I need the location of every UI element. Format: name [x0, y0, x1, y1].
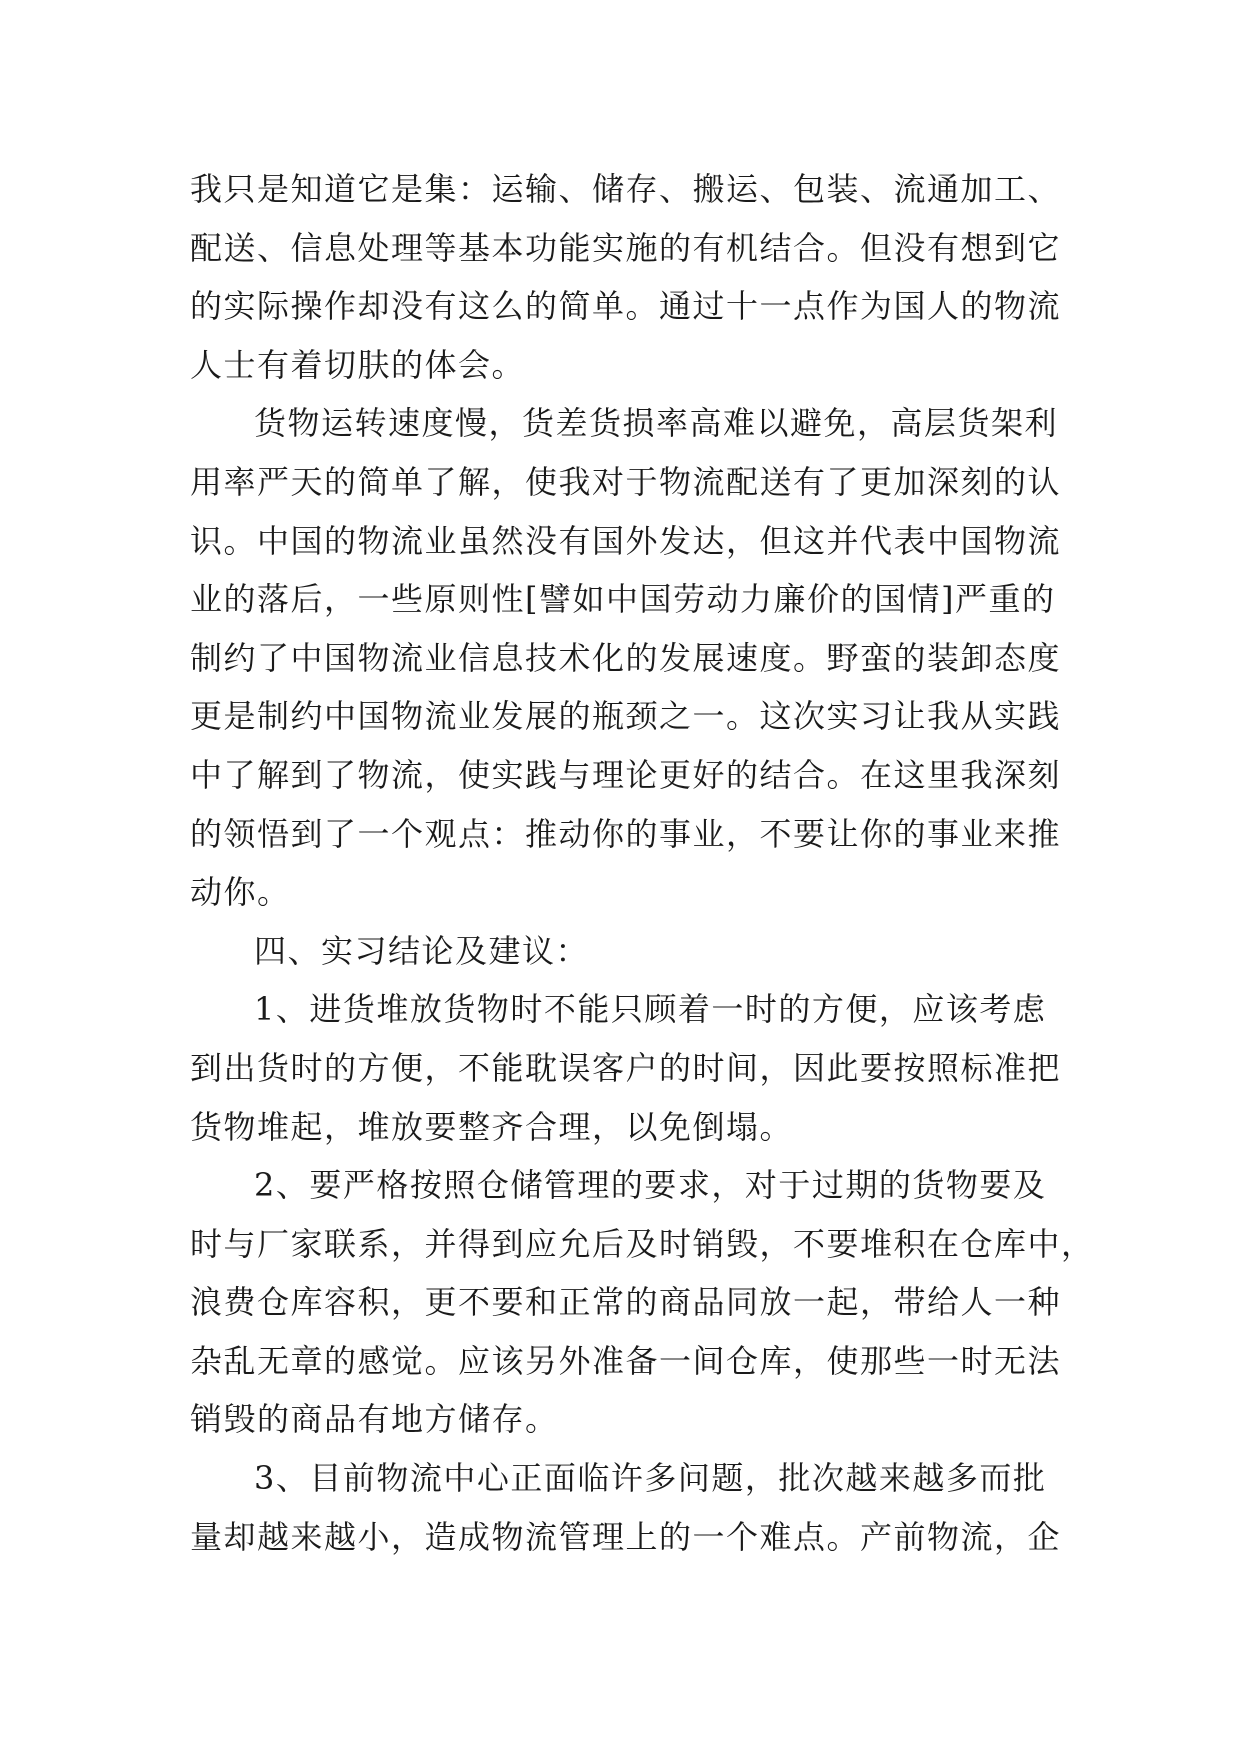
- text-line: 杂乱无章的感觉。应该另外准备一间仓库，使那些一时无法: [190, 1341, 1062, 1380]
- text-line: 货物运转速度慢，货差货损率高难以避免，高层货架利: [254, 404, 1059, 443]
- text-line: 人士有着切肤的体会。: [190, 345, 526, 384]
- text-line: 用率严天的简单了解，使我对于物流配送有了更加深刻的认: [190, 462, 1062, 501]
- text-line: 到出货时的方便，不能耽误客户的时间，因此要按照标准把: [190, 1048, 1062, 1087]
- text-line: 的领悟到了一个观点：推动你的事业，不要让你的事业来推: [190, 814, 1062, 853]
- text-line: 识。中国的物流业虽然没有国外发达，但这并代表中国物流: [190, 521, 1062, 560]
- text-line: 更是制约中国物流业发展的瓶颈之一。这次实习让我从实践: [190, 697, 1062, 736]
- text-line: 的实际操作却没有这么的简单。通过十一点作为国人的物流: [190, 287, 1062, 326]
- text-line: 我只是知道它是集：运输、储存、搬运、包装、流通加工、: [190, 170, 1062, 208]
- text-line: 制约了中国物流业信息技术化的发展速度。野蛮的装卸态度: [190, 638, 1062, 677]
- text-line: 浪费仓库容积，更不要和正常的商品同放一起，带给人一种: [190, 1283, 1062, 1322]
- text-line: 时与厂家联系，并得到应允后及时销毁，不要堆积在仓库中，: [190, 1224, 1095, 1263]
- text-line: 动你。: [190, 873, 291, 912]
- text-line: 2、要严格按照仓储管理的要求，对于过期的货物要及: [254, 1166, 1047, 1205]
- text-line: 配送、信息处理等基本功能实施的有机结合。但没有想到它: [190, 228, 1062, 267]
- text-line: 销毁的商品有地方储存。: [190, 1400, 559, 1439]
- text-line: 3、目前物流中心正面临许多问题，批次越来越多而批: [254, 1459, 1047, 1498]
- document-body: [190, 160, 1095, 1566]
- text-line: 业的落后，一些原则性[譬如中国劳动力廉价的国情]严重的: [190, 580, 1056, 619]
- text-line: 货物堆起，堆放要整齐合理，以免倒塌。: [190, 1107, 794, 1146]
- text-line: 1、进货堆放货物时不能只顾着一时的方便，应该考虑: [254, 990, 1047, 1029]
- text-line: 四、实习结论及建议：: [254, 931, 590, 970]
- text-line: 量却越来越小，造成物流管理上的一个难点。产前物流，企: [190, 1517, 1062, 1556]
- text-line: 中了解到了物流，使实践与理论更好的结合。在这里我深刻: [190, 755, 1062, 794]
